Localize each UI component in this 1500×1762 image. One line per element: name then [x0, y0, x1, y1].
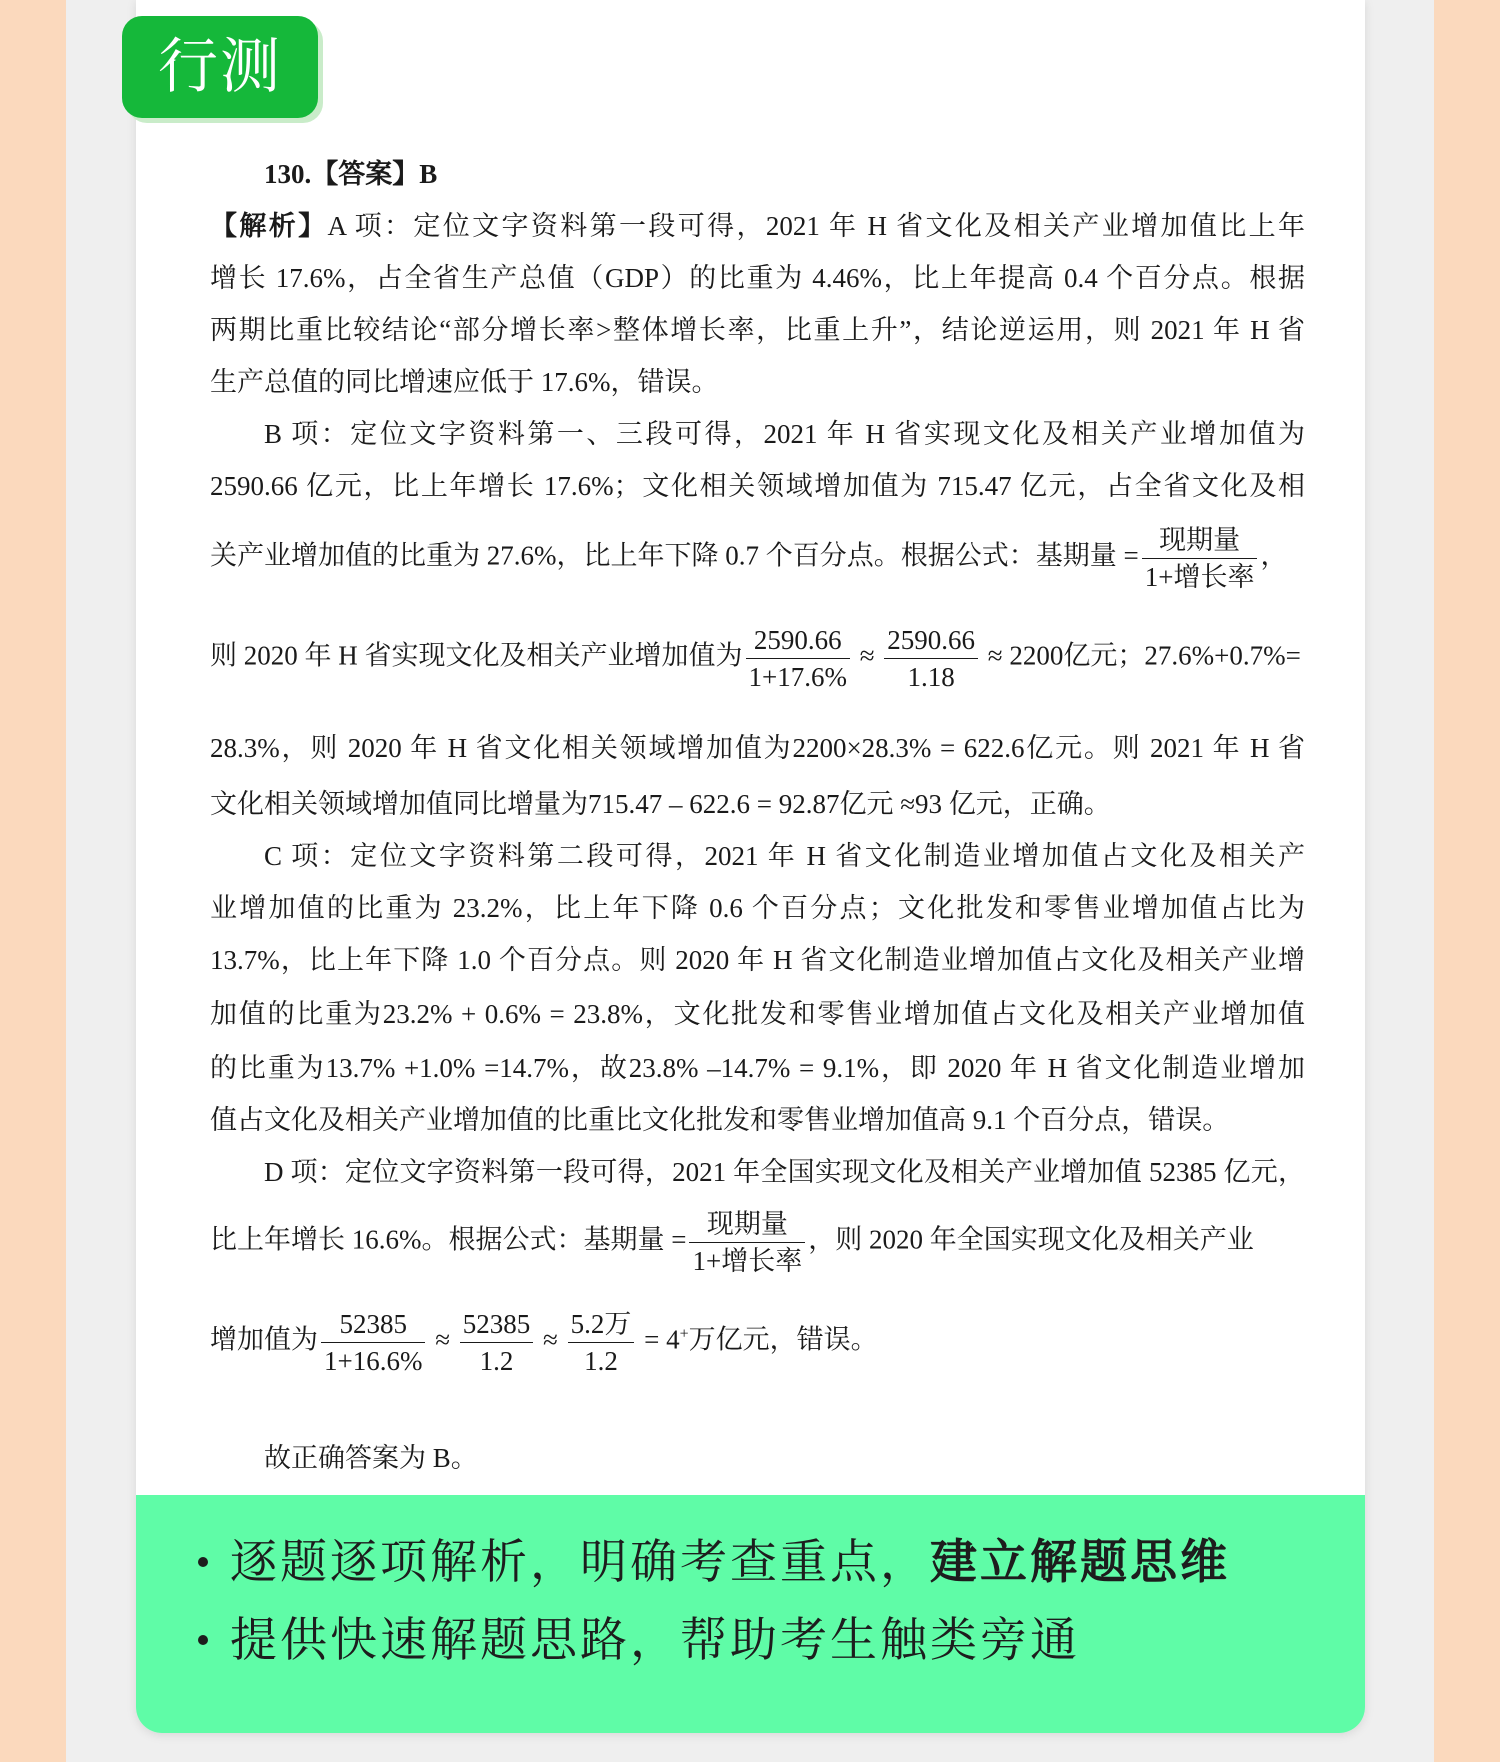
line-19-text: 增加值为: [210, 1324, 318, 1355]
answer-label: 130.【答案】B: [264, 159, 438, 189]
numerator: 现期量: [1142, 524, 1258, 559]
denominator: 1+17.6%: [748, 662, 847, 692]
line-2: 增长 17.6%，占全省生产总值（GDP）的比重为 4.46%，比上年提高 0.4 个百分点。根据: [210, 263, 1305, 293]
line-13: 13.7%，比上年下降 1.0 个百分点。则 2020 年 H 省文化制造业增加值占文化及相关产业增: [210, 945, 1305, 975]
denominator: 1.2: [479, 1346, 514, 1376]
feature-banner: [136, 1495, 1365, 1733]
denominator: 1.2: [584, 1346, 618, 1376]
line-8-text: 则 2020 年 H 省实现文化及相关产业增加值为: [210, 640, 743, 671]
fraction: [1142, 524, 1258, 593]
numerator: 现期量: [689, 1208, 805, 1243]
approx-sign: ≈: [543, 1324, 558, 1355]
equals-four: = 4: [644, 1324, 680, 1355]
line-18: [210, 1208, 1305, 1277]
fraction: [460, 1308, 534, 1377]
fraction: [321, 1308, 425, 1377]
analysis-label: 【解析】: [210, 211, 328, 241]
fraction: [884, 624, 978, 693]
denominator: 1+增长率: [692, 1246, 803, 1276]
line-12: 业增加值的比重为 23.2%，比上年下降 0.6 个百分点；文化批发和零售业增加值占比为: [210, 893, 1305, 923]
bullet-dot-icon: [198, 1635, 208, 1645]
numerator: 52385: [460, 1308, 534, 1343]
denominator: 1.18: [907, 662, 955, 692]
line-9: 28.3%，则 2020 年 H 省文化相关领域增加值为2200×28.3% = 622.6亿元。则 2021 年 H 省: [210, 733, 1305, 763]
fraction: [746, 624, 850, 693]
line-7: [210, 524, 1305, 593]
numerator: 2590.66: [746, 624, 850, 659]
feature-item-1-text: 逐题逐项解析，明确考查重点，: [230, 1535, 930, 1590]
fraction: [568, 1308, 635, 1377]
line-1: A 项：定位文字资料第一段可得，2021 年 H 省文化及相关产业增加值比上年: [327, 211, 1305, 241]
line-11: C 项：定位文字资料第二段可得，2021 年 H 省文化制造业增加值占文化及相关产: [264, 841, 1305, 871]
line-8-end: ≈ 2200亿元；27.6%+0.7%=: [987, 640, 1301, 671]
denominator: 1+增长率: [1144, 562, 1255, 592]
superscript-plus: +: [679, 1325, 689, 1343]
line-4: 生产总值的同比增速应低于 17.6%，错误。: [210, 367, 719, 397]
numerator: 2590.66: [884, 624, 978, 659]
denominator: 1+16.6%: [324, 1346, 423, 1376]
line-18-text: 比上年增长 16.6%。根据公式：基期量 =: [210, 1224, 687, 1255]
bullet-dot-icon: [198, 1557, 208, 1567]
answer-line: [210, 152, 437, 191]
feature-item-1: [198, 1525, 1230, 1592]
line-19: [210, 1308, 878, 1377]
category-badge: 行测: [122, 16, 318, 118]
text-line: [210, 204, 1305, 243]
line-18-end: ，则 2020 年全国实现文化及相关产业: [808, 1224, 1254, 1255]
feature-item-1-bold: 建立解题思维: [930, 1535, 1230, 1590]
line-19-end: 万亿元，错误。: [688, 1324, 878, 1355]
feature-item-2-text: 提供快速解题思路，帮助考生触类旁通: [230, 1613, 1080, 1668]
approx-sign: ≈: [435, 1324, 451, 1355]
approx-sign: ≈: [859, 640, 875, 671]
line-15: 的比重为13.7% +1.0% =14.7%，故23.8% –14.7% = 9.1%，即 2020 年 H 省文化制造业增加: [210, 1053, 1305, 1083]
fraction: [689, 1208, 805, 1277]
line-6: 2590.66 亿元，比上年增长 17.6%；文化相关领域增加值为 715.47 亿元，占全省文化及相: [210, 471, 1305, 501]
line-14: 加值的比重为23.2% + 0.6% = 23.8%，文化批发和零售业增加值占文化及相关产业增加值: [210, 999, 1305, 1029]
line-3: 两期比重比较结论“部分增长率>整体增长率，比重上升”，结论逆运用，则 2021 年 H 省: [210, 315, 1305, 345]
line-5: B 项：定位文字资料第一、三段可得，2021 年 H 省实现文化及相关产业增加值为: [264, 419, 1305, 449]
line-7-end: ，: [1260, 540, 1288, 571]
line-7-text: 关产业增加值的比重为 27.6%，比上年下降 0.7 个百分点。根据公式：基期量 =: [210, 540, 1139, 571]
line-20: 故正确答案为 B。: [264, 1443, 478, 1473]
line-16: 值占文化及相关产业增加值的比重比文化批发和零售业增加值高 9.1 个百分点，错误。: [210, 1105, 1230, 1135]
line-8: [210, 624, 1301, 693]
line-10: 文化相关领域增加值同比增量为715.47 – 622.6 = 92.87亿元 ≈93 亿元，正确。: [210, 789, 1111, 819]
numerator: 52385: [321, 1308, 425, 1343]
feature-item-2: [198, 1603, 1080, 1670]
numerator: 5.2万: [568, 1308, 635, 1343]
line-17: D 项：定位文字资料第一段可得，2021 年全国实现文化及相关产业增加值 52385 亿元，: [264, 1157, 1305, 1187]
